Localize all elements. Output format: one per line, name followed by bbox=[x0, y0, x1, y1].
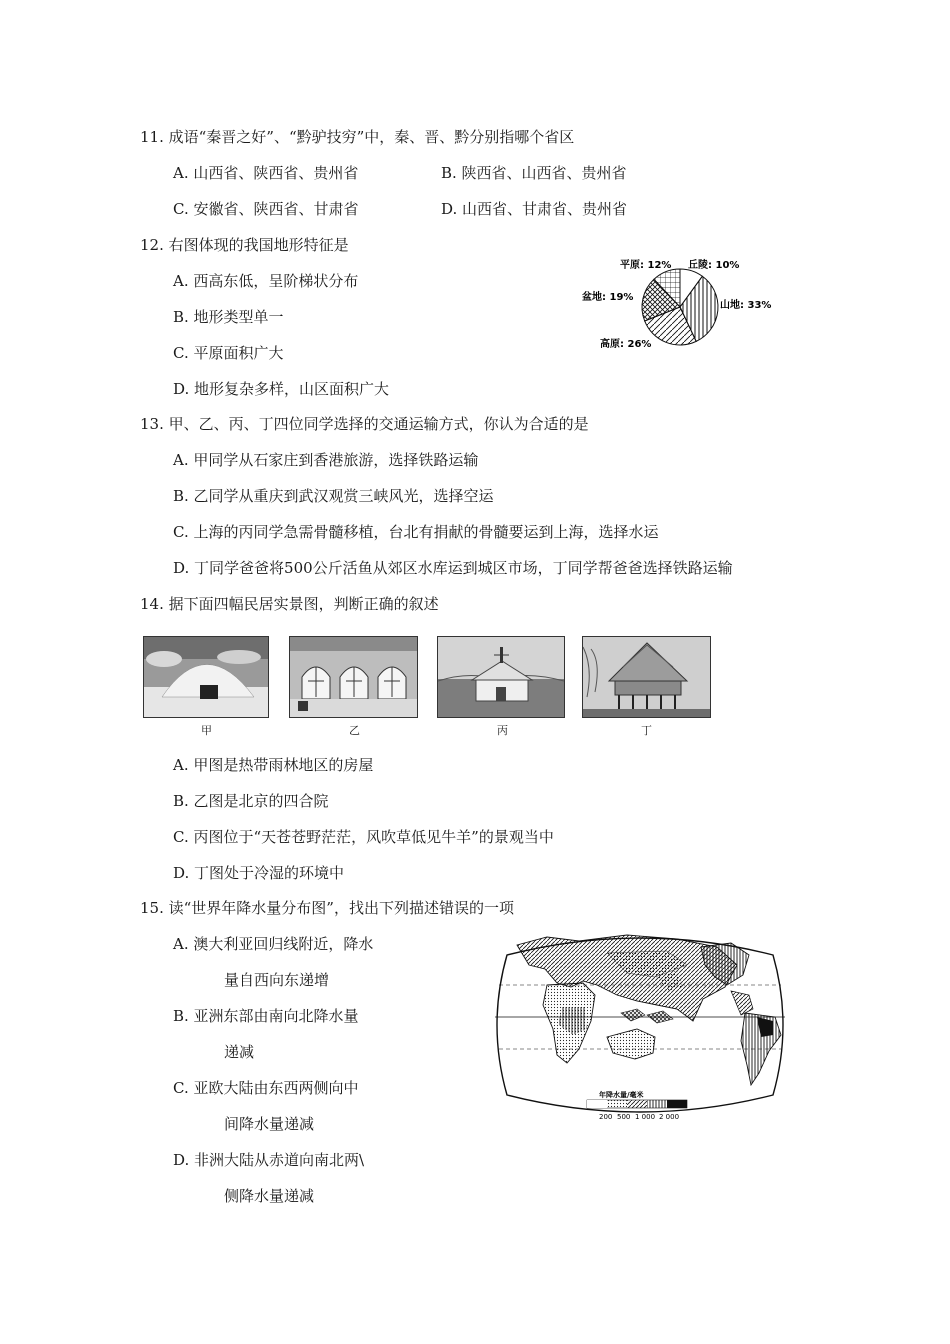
q15-option-d-line1: D. 非洲大陆从赤道向南北两\ bbox=[173, 1151, 365, 1169]
q11-option-b: B. 陕西省、山西省、贵州省 bbox=[441, 164, 627, 182]
q13-option-b: B. 乙同学从重庆到武汉观赏三峡风光，选择空运 bbox=[173, 487, 494, 505]
photo-caption-jia: 甲 bbox=[201, 724, 212, 737]
q15-option-c-line1: C. 亚欧大陆由东西两侧向中 bbox=[173, 1079, 359, 1097]
q11-stem: 11. 成语“秦晋之好”、“黔驴技穷”中，秦、晋、黔分别指哪个省区 bbox=[140, 128, 575, 146]
map-legend-title: 年降水量/毫米 bbox=[599, 1091, 644, 1099]
q12-stem: 12. 右图体现的我国地形特征是 bbox=[140, 236, 349, 254]
terrain-pie-chart bbox=[570, 252, 800, 362]
photo-caption-yi: 乙 bbox=[349, 724, 360, 737]
q14-option-c: C. 丙图位于“天苍苍野茫茫，风吹草低见牛羊”的景观当中 bbox=[173, 828, 554, 846]
pie-label-plateau: 高原: 26% bbox=[600, 339, 652, 350]
q11-option-a: A. 山西省、陕西省、贵州省 bbox=[173, 164, 359, 182]
pie-label-basin: 盆地: 19% bbox=[582, 292, 634, 303]
q12-option-d: D. 地形复杂多样，山区面积广大 bbox=[173, 380, 390, 398]
q15-option-c-line2: 间降水量递减 bbox=[224, 1115, 315, 1133]
q13-option-a: A. 甲同学从石家庄到香港旅游，选择铁路运输 bbox=[173, 451, 479, 469]
pie-label-hills: 丘陵: 10% bbox=[688, 260, 740, 271]
q13-option-d: D. 丁同学爸爸将500公斤活鱼从郊区水库运到城区市场，丁同学帮爸爸选择铁路运输 bbox=[173, 559, 733, 577]
photo-yurt bbox=[437, 636, 565, 718]
photo-igloo bbox=[143, 636, 269, 718]
map-legend-value-200: 200 bbox=[599, 1113, 613, 1121]
photo-caption-ding: 丁 bbox=[641, 724, 652, 737]
q14-option-a: A. 甲图是热带雨林地区的房屋 bbox=[173, 756, 374, 774]
pie-label-mountain: 山地: 33% bbox=[720, 300, 772, 311]
photo-cave-dwelling bbox=[289, 636, 418, 718]
world-precipitation-map bbox=[487, 925, 793, 1125]
q13-option-c: C. 上海的丙同学急需骨髓移植，台北有捐献的骨髓要运到上海，选择水运 bbox=[173, 523, 659, 541]
photo-stilt-house bbox=[582, 636, 711, 718]
q11-option-d: D. 山西省、甘肃省、贵州省 bbox=[441, 200, 628, 218]
q13-stem: 13. 甲、乙、丙、丁四位同学选择的交通运输方式，你认为合适的是 bbox=[140, 415, 589, 433]
q12-option-b: B. 地形类型单一 bbox=[173, 308, 284, 326]
photo-caption-bing: 丙 bbox=[497, 724, 508, 737]
q14-option-b: B. 乙图是北京的四合院 bbox=[173, 792, 329, 810]
map-legend-value-2000: 2 000 bbox=[659, 1113, 680, 1121]
map-legend-value-500: 500 bbox=[617, 1113, 631, 1121]
q11-option-c: C. 安徽省、陕西省、甘肃省 bbox=[173, 200, 359, 218]
q15-option-a-line1: A. 澳大利亚回归线附近，降水 bbox=[173, 935, 374, 953]
q14-option-d: D. 丁图处于冷湿的环境中 bbox=[173, 864, 345, 882]
map-legend-value-1000: 1 000 bbox=[635, 1113, 656, 1121]
q12-option-c: C. 平原面积广大 bbox=[173, 344, 284, 362]
q12-option-a: A. 西高东低，呈阶梯状分布 bbox=[173, 272, 359, 290]
q15-option-b-line2: 递减 bbox=[224, 1043, 255, 1061]
q15-option-d-line2: 侧降水量递减 bbox=[224, 1187, 315, 1205]
pie-label-plain: 平原: 12% bbox=[620, 260, 672, 271]
q14-stem: 14. 据下面四幅民居实景图，判断正确的叙述 bbox=[140, 595, 439, 613]
q15-option-b-line1: B. 亚洲东部由南向北降水量 bbox=[173, 1007, 359, 1025]
q15-stem: 15. 读“世界年降水量分布图”，找出下列描述错误的一项 bbox=[140, 899, 514, 917]
q15-option-a-line2: 量自西向东递增 bbox=[224, 971, 330, 989]
